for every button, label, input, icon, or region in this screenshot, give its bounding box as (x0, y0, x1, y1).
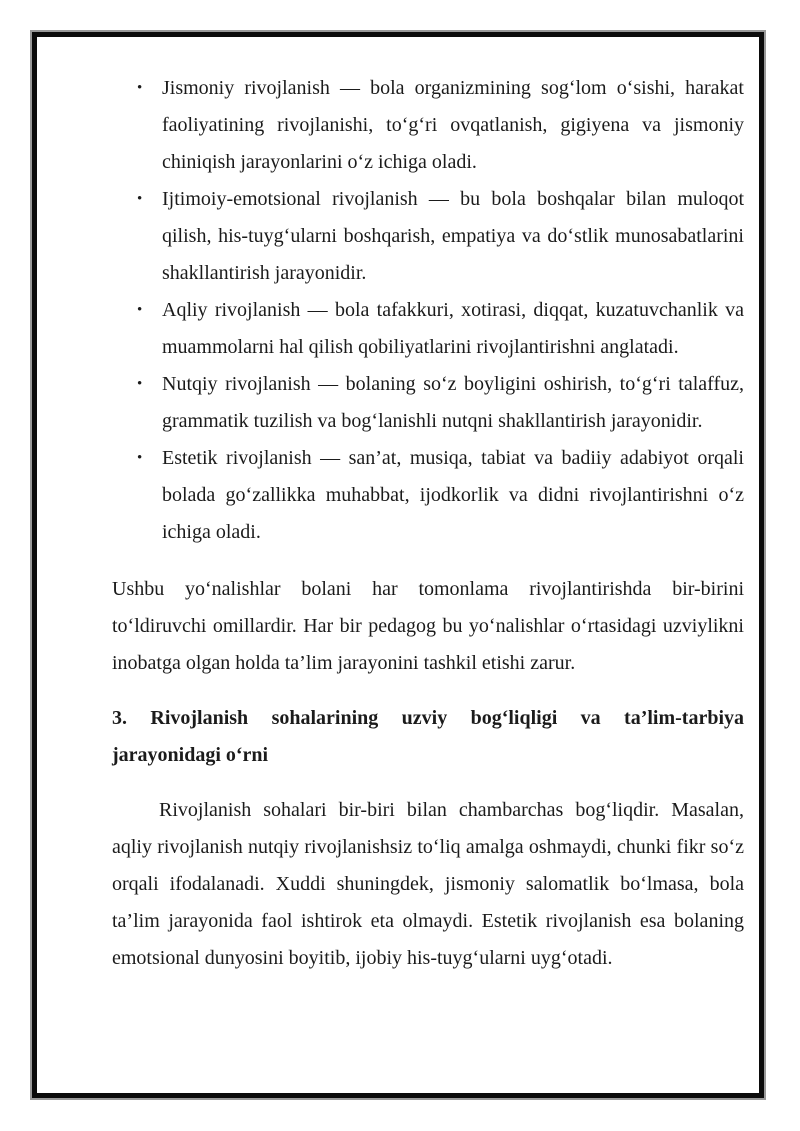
bullet-icon: • (137, 302, 143, 318)
bullet-text-aqliy: Aqliy rivojlanish — bola tafakkuri, xotirasi, diqqat, kuzatuvchanlik va muammolarni hal qilish qobiliyatlarini rivojlantirishni anglatadi. (162, 299, 744, 358)
bullet-text-nutqiy: Nutqiy rivojlanish — bolaning so‘z boyligini oshirish, to‘g‘ri talaffuz, grammatik tuzilish va bog‘lanishli nutqni shakllantirish jarayonidir. (162, 373, 744, 432)
bullet-text-estetik: Estetik rivojlanish — san’at, musiqa, tabiat va badiiy adabiyot orqali bolada go‘zallikka muhabbat, ijodkorlik va didni rivojlantirishni o‘z ichiga oladi. (162, 447, 744, 543)
bullet-icon: • (137, 80, 143, 96)
development-areas-bullet-list (112, 70, 744, 551)
summary-paragraph: Ushbu yo‘nalishlar bolani har tomonlama rivojlantirishda bir-birini to‘ldiruvchi omillardir. Har bir pedagog bu yo‘nalishlar o‘rtasidagi uzviylikni inobatga olgan holda ta’lim jarayonini tashkil etishi zarur. (112, 578, 744, 674)
list-item (112, 181, 744, 292)
bullet-text-jismoniy: Jismoniy rivojlanish — bola organizmining sog‘lom o‘sishi, harakat faoliyatining rivojlanishi, to‘g‘ri ovqatlanish, gigiyena va jismoniy chiniqish jarayonlarini o‘z ichiga oladi. (162, 77, 744, 173)
bullet-icon: • (137, 376, 143, 392)
bullet-icon: • (137, 450, 143, 466)
list-item (112, 440, 744, 551)
list-item (112, 292, 744, 366)
list-item (112, 70, 744, 181)
section-heading: 3. Rivojlanish sohalarining uzviy bog‘liqligi va ta’lim-tarbiya jarayonidagi o‘rni (112, 707, 744, 766)
bullet-text-ijtimoiy: Ijtimoiy-emotsional rivojlanish — bu bola boshqalar bilan muloqot qilish, his-tuyg‘ularni boshqarish, empatiya va do‘stlik munosabatlarini shakllantirish jarayonidir. (162, 188, 744, 284)
list-item (112, 366, 744, 440)
body-paragraph: Rivojlanish sohalari bir-biri bilan chambarchas bog‘liqdir. Masalan, aqliy rivojlanish nutqiy rivojlanishsiz to‘liq amalga oshmaydi, chunki fikr so‘z orqali ifodalanadi. Xuddi shuningdek, jismoniy salomatlik bo‘lmasa, bola ta’lim jarayonida faol ishtirok eta olmaydi. Estetik rivojlanish esa bolaning emotsional dunyosini boyitib, ijobiy his-tuyg‘ularni uyg‘otadi. (112, 799, 744, 969)
document-page (32, 32, 764, 1098)
page-content (37, 37, 759, 1093)
bullet-icon: • (137, 191, 143, 207)
